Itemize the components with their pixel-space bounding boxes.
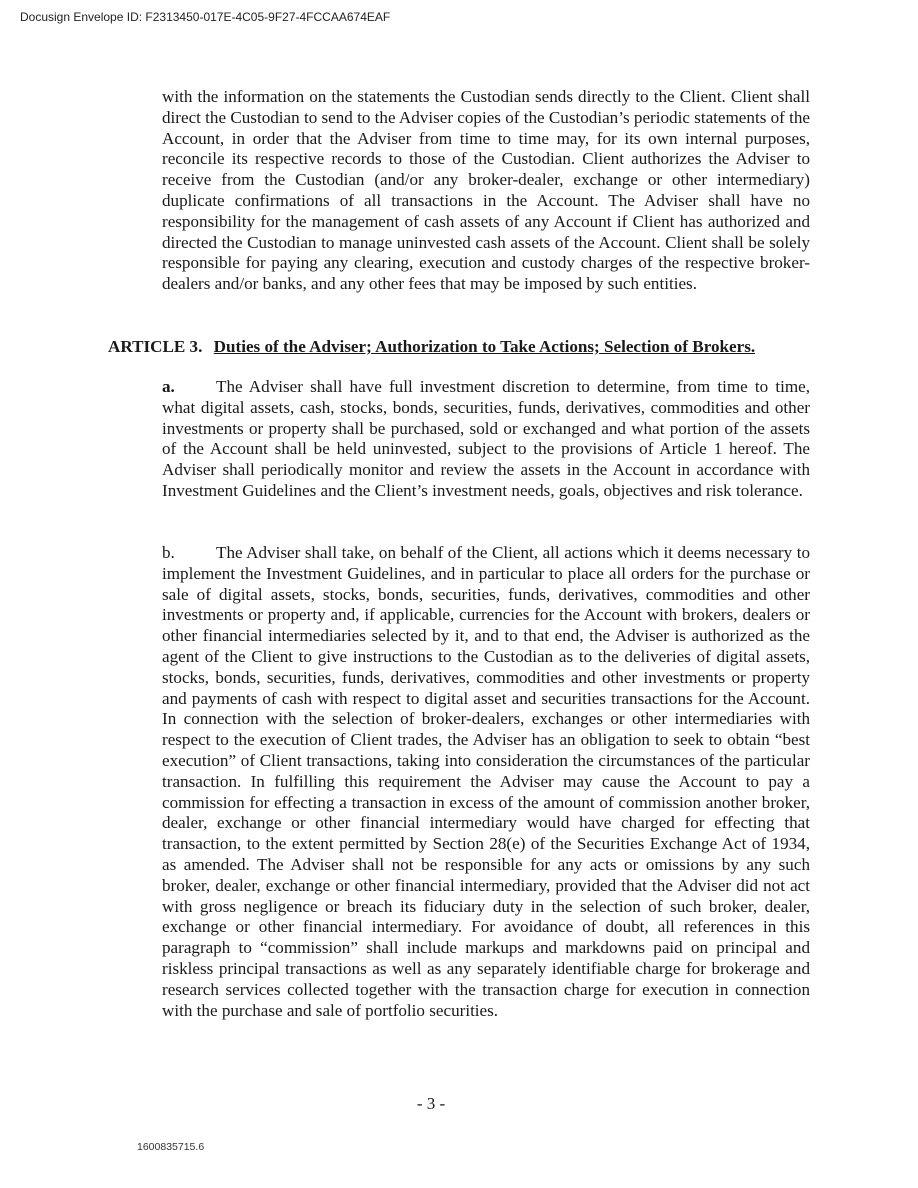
- page-number: - 3 -: [416, 1094, 446, 1113]
- paragraph-b-text: The Adviser shall take, on behalf of the Client, all actions which it deems necessary to implement the Investment Guidelines, and in particular to place all orders for the purchase or sale of digital assets, stocks, bonds, securities, funds, derivatives, commodities and other investments or property and, if applicable, currencies for the Account with brokers, dealers or other financial intermediaries selected by it, and to that end, the Adviser is authorized as the agent of the Client to give instructions to the Custodian as to the deliveries of digital assets, stocks, bonds, securities, funds, derivatives, commodities and other investments or property and payments of cash with respect to digital asset and securities transactions for the Account. In connection with the selection of broker-dealers, exchanges or other intermediaries with respect to the execution of Client trades, the Adviser has an obligation to seek to obtain “best execution” of Client transactions, taking into consideration the circumstances of the particular transaction. In fulfilling this requirement the Adviser may cause the Account to pay a commission for effecting a transaction in excess of the amount of commission another broker, dealer, exchange or other financial intermediary would have charged for effecting that transaction, to the extent permitted by Section 28(e) of the Securities Exchange Act of 1934, as amended. The Adviser shall not be responsible for any acts or omissions by any such broker, dealer, exchange or other financial intermediary, provided that the Adviser did not act with gross negligence or breach its fiduciary duty in the selection of such broker, dealer, exchange or other financial intermediary. For avoidance of doubt, all references in this paragraph to “commission” shall include markups and markdowns paid on principal and riskless principal transactions as well as any separately identifiable charge for brokerage and research services collected together with the transaction charge for execution in connection with the purchase and sale of portfolio securities.: [162, 543, 810, 1020]
- paragraph-a-text: The Adviser shall have full investment discretion to determine, from time to time, what digital assets, cash, stocks, bonds, securities, funds, derivatives, commodities and other investments or property shall be purchased, sold or exchanged and what portion of the assets of the Account shall be held uninvested, subject to the provisions of Article 1 hereof. The Adviser shall periodically monitor and review the assets in the Account in accordance with Investment Guidelines and the Client’s investment needs, goals, objectives and risk tolerance.: [162, 377, 810, 500]
- docusign-envelope-id: Docusign Envelope ID: F2313450-017E-4C05-9F27-4FCCAA674EAF: [20, 10, 391, 24]
- article-3-heading: [108, 337, 828, 358]
- article-number: ARTICLE 3.: [108, 337, 203, 356]
- document-id: 1600835715.6: [137, 1141, 205, 1153]
- article-title: Duties of the Adviser; Authorization to Take Actions; Selection of Brokers.: [213, 337, 756, 356]
- paragraph-continuation: with the information on the statements the Custodian sends directly to the Client. Client shall direct the Custodian to send to the Adviser copies of the Custodian’s periodic statements of the Account, in order that the Adviser from time to time may, for its own internal purposes, reconcile its respective records to those of the Custodian. Client authorizes the Adviser to receive from the Custodian (and/or any broker-dealer, exchange or other intermediary) duplicate confirmations of all transactions in the Account. The Adviser shall have no responsibility for the management of cash assets of any Account if Client has authorized and directed the Custodian to manage uninvested cash assets of the Account. Client shall be solely responsible for paying any clearing, execution and custody charges of the respective broker-dealers and/or banks, and any other fees that may be imposed by such entities.: [162, 87, 811, 294]
- paragraph-b-marker: b.: [162, 543, 175, 562]
- paragraph-a: [162, 377, 810, 502]
- paragraph-a-marker: a.: [162, 377, 175, 396]
- paragraph-b: [162, 543, 810, 1021]
